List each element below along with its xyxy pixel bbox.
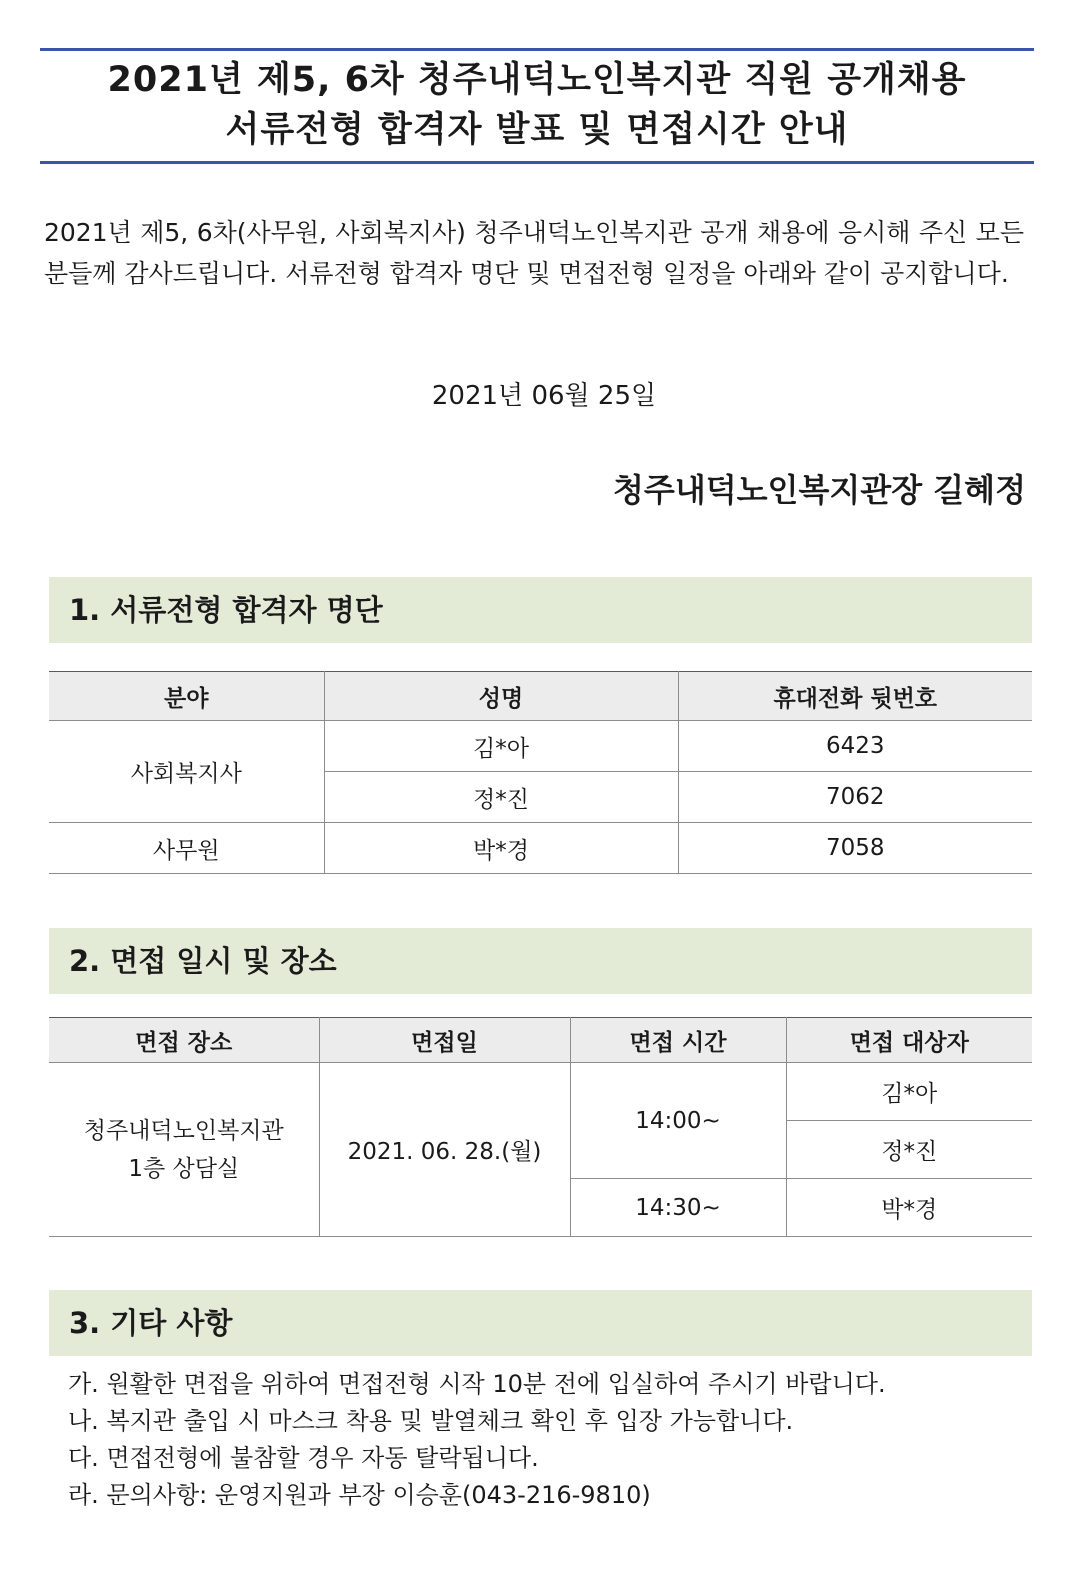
table-header-row [49, 672, 1032, 721]
table-row [49, 721, 1032, 772]
field-cell: 사회복지사 [49, 721, 324, 823]
intro-paragraph: 2021년 제5, 6차(사무원, 사회복지사) 청주내덕노인복지관 공개 채용에 응시해 주신 모든 분들께 감사드립니다. 서류전형 합격자 명단 및 면접전형 일정을 아래와 같이 공지합니다. [44, 218, 1024, 288]
phone-cell: 6423 [678, 721, 1032, 772]
phone-cell: 7058 [678, 823, 1032, 874]
name-cell: 정*진 [324, 772, 678, 823]
pass-list-table [49, 671, 1032, 874]
table-header-row [49, 1018, 1032, 1063]
list-item: 가. 원활한 면접을 위하여 면접전형 시작 10분 전에 입실하여 주시기 바랍니다. [68, 1370, 886, 1398]
header-phone: 휴대전화 뒷번호 [678, 672, 1032, 721]
document-title [40, 48, 1034, 164]
section-3-heading: 3. 기타 사항 [49, 1290, 1032, 1356]
candidate-cell: 박*경 [786, 1179, 1032, 1237]
name-cell: 김*아 [324, 721, 678, 772]
header-place: 면접 장소 [49, 1018, 319, 1063]
title-line-1: 2021년 제5, 6차 청주내덕노인복지관 직원 공개채용 [107, 60, 967, 100]
place-line-2: 1층 상담실 [128, 1155, 240, 1182]
header-field: 분야 [49, 672, 324, 721]
header-time: 면접 시간 [570, 1018, 786, 1063]
candidate-cell: 김*아 [786, 1063, 1032, 1121]
table-row [49, 1063, 1032, 1121]
header-day: 면접일 [319, 1018, 570, 1063]
day-cell: 2021. 06. 28.(월) [319, 1063, 570, 1237]
phone-cell: 7062 [678, 772, 1032, 823]
place-line-1: 청주내덕노인복지관 [83, 1117, 284, 1144]
table-row [49, 823, 1032, 874]
time-cell: 14:30~ [570, 1179, 786, 1237]
time-cell: 14:00~ [570, 1063, 786, 1179]
notice-date: 2021년 06월 25일 [431, 381, 657, 411]
header-candidate: 면접 대상자 [786, 1018, 1032, 1063]
name-cell: 박*경 [324, 823, 678, 874]
field-cell: 사무원 [49, 823, 324, 874]
header-name: 성명 [324, 672, 678, 721]
list-item: 다. 면접전형에 불참할 경우 자동 탈락됩니다. [68, 1444, 539, 1472]
title-line-2: 서류전형 합격자 발표 및 면접시간 안내 [225, 110, 849, 150]
notes-list [68, 1366, 886, 1514]
candidate-cell: 정*진 [786, 1121, 1032, 1179]
interview-table [49, 1017, 1032, 1237]
list-item: 라. 문의사항: 운영지원과 부장 이승훈(043-216-9810) [68, 1481, 651, 1509]
section-2-heading: 2. 면접 일시 및 장소 [49, 928, 1032, 994]
list-item: 나. 복지관 출입 시 마스크 착용 및 발열체크 확인 후 입장 가능합니다. [68, 1407, 794, 1435]
place-cell [49, 1063, 319, 1237]
signer: 청주내덕노인복지관장 길혜정 [613, 471, 1026, 509]
section-1-heading: 1. 서류전형 합격자 명단 [49, 577, 1032, 643]
